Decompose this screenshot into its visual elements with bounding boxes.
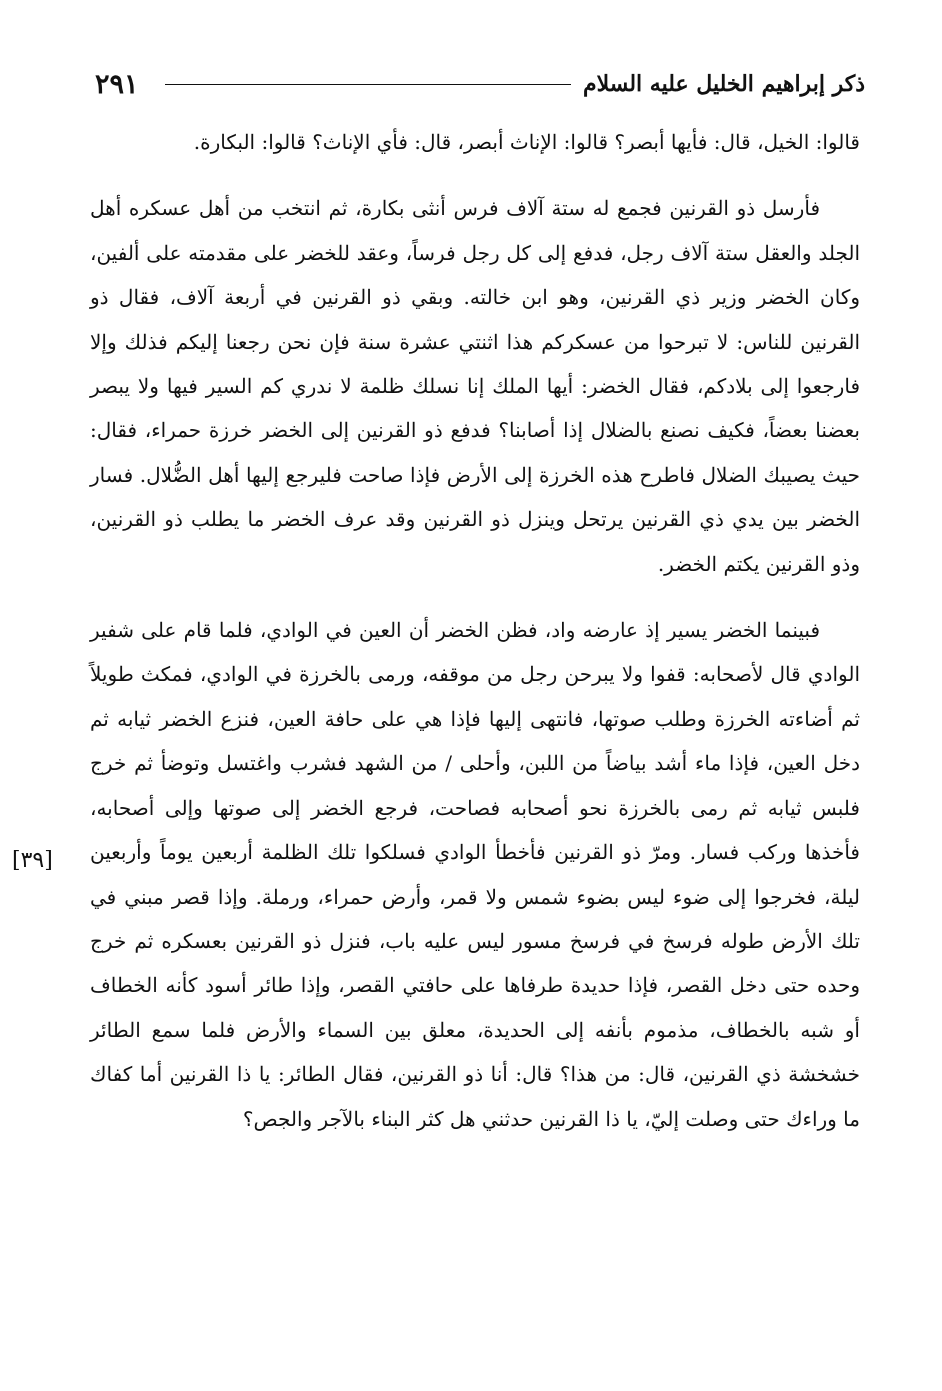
paragraph: قالوا: الخيل، قال: فأيها أبصر؟ قالوا: الإناث أبصر، قال: فأي الإناث؟ قالوا: البكارة. (193, 130, 860, 154)
paragraph: فأرسل ذو القرنين فجمع له ستة آلاف فرس أنثى بكارة، ثم انتخب من أهل عسكره أهل الجلد والعقل ستة آلاف رجل، فدفع إلى كل رجل فرساً، وعقد للخضر على مقدمته على ألفين، وكان الخضر وزير ذي القرنين، وهو ابن خالته. وبقي ذو القرنين في أربعة آلاف، فقال ذو القرنين للناس: لا تبرحوا من عسكركم هذا اثنتي عشرة سنة فإن نحن رجعنا إليكم فذلك وإلا فارجعوا إلى بلادكم، فقال الخضر: أيها الملك إنا نسلك ظلمة لا ندري كم السير فيها ولا يبصر بعضنا بعضاً، فكيف نصنع بالضلال إذا أصابنا؟ فدفع ذو القرنين إلى الخضر خرزة حمراء، فقال: حيث يصيبك الضلال فاطرح هذه الخرزة إلى الأرض فإذا صاحت فليرجع إليها أهل الضُّلال. فسار الخضر بين يدي ذي القرنين يرتحل وينزل ذو القرنين وقد عرف الخضر ما يطلب ذو القرنين، وذو القرنين يكتم الخضر. (90, 196, 860, 576)
paragraph: فبينما الخضر يسير إذ عارضه واد، فظن الخضر أن العين في الوادي، فلما قام على شفير الوادي قال لأصحابه: قفوا ولا يبرحن رجل من موقفه، ورمى بالخرزة في الوادي، فمكث طويلاً ثم أضاءته الخرزة وطلب صوتها، فانتهى إليها فإذا هي على حافة العين، فنزع الخضر ثيابه ثم دخل العين، فإذا ماء أشد بياضاً من اللبن، وأحلى / من الشهد فشرب واغتسل وتوضأ ثم خرج فلبس ثيابه ثم رمى بالخرزة نحو أصحابه فصاحت، فرجع الخضر إلى صوتها وإلى أصحابه، فأخذها وركب فسار. ومرّ ذو القرنين فأخطأ الوادي فسلكوا تلك الظلمة أربعين يوماً وأربعين ليلة، فخرجوا إلى ضوء ليس بضوء شمس ولا قمر، وأرض حمراء، ورملة. وإذا قصر مبني في تلك الأرض طوله فرسخ في فرسخ مسور ليس عليه باب، فنزل ذو القرنين بعسكره ثم خرج وحده حتى دخل القصر، فإذا حديدة طرفاها على حافتي القصر، وإذا طائر أسود كأنه الخطاف أو شبه بالخطاف، مذموم بأنفه إلى الحديدة، معلق بين السماء والأرض فلما سمع الطائر خشخشة ذي القرنين، قال: من هذا؟ قال: أنا ذو القرنين، فقال الطائر: يا ذا القرنين أما كفاك ما وراءك حتى وصلت إليّ، يا ذا القرنين حدثني هل كثر البناء بالآجر والجص؟ (90, 618, 860, 1131)
page-number: ٢٩١ (95, 68, 139, 100)
page-header (95, 62, 865, 106)
header-rule (165, 84, 571, 85)
body-text (90, 120, 860, 1141)
running-title: ذكر إبراهيم الخليل عليه السلام (582, 71, 865, 97)
manuscript-folio-note: [٣٩] (12, 848, 53, 873)
